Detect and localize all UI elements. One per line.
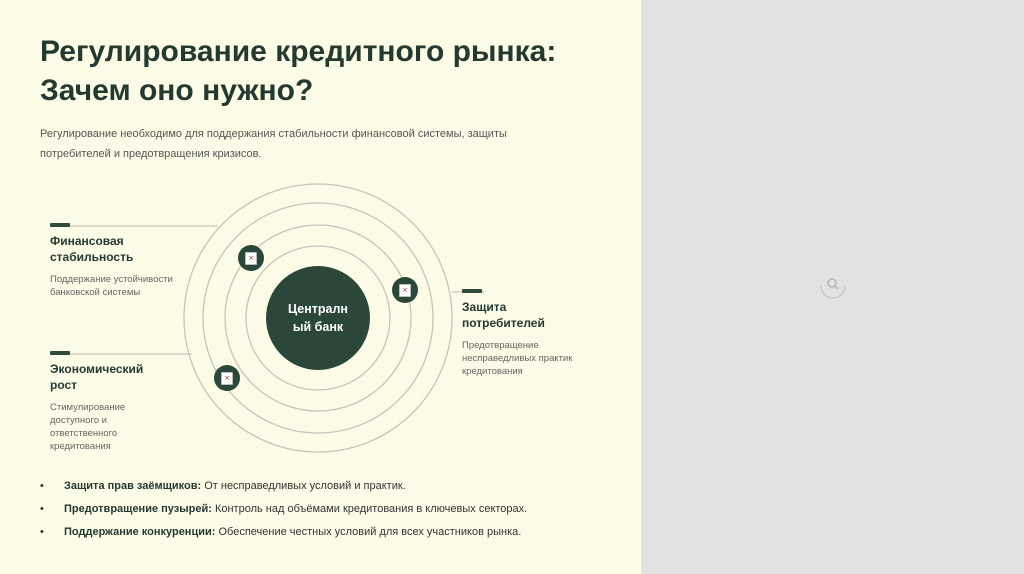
list-item [40, 501, 600, 517]
central-bank-label [268, 300, 368, 336]
label-title-line-1: Экономический [50, 362, 144, 376]
label-title-line-1: Защита [462, 300, 507, 314]
bullet-heading: Защита прав заёмщиков: [64, 480, 202, 492]
title-line-2: Зачем оно нужно? [40, 74, 314, 107]
title-line-1: Регулирование кредитного рынка: [40, 35, 557, 68]
slide-subtitle: Регулирование необходимо для поддержания стабильности финансовой системы, защиты потребителей и предотвращения кризисов. [40, 128, 507, 160]
central-bank-label-line-2: ый банк [292, 320, 344, 334]
label-accent-bar [462, 289, 482, 293]
label-economic-growth [50, 351, 145, 453]
list-item [40, 478, 600, 494]
label-title-line-2: потребителей [462, 316, 545, 330]
broken-image-icon: × [221, 372, 233, 385]
label-description: Предотвращение несправедливых практик кредитования [462, 340, 573, 377]
node-financial-stability [238, 245, 264, 271]
bullet-heading: Поддержание конкуренции: [64, 526, 216, 538]
bullet-list [40, 478, 600, 547]
bullet-text: Обеспечение честных условий для всех участников рынка. [215, 526, 522, 538]
label-accent-bar [50, 223, 70, 227]
broken-image-icon: × [399, 284, 411, 297]
label-title-line-2: рост [50, 378, 78, 392]
label-consumer-protection [462, 289, 587, 378]
bullet-text: Контроль над объёмами кредитования в ключевых секторах. [211, 503, 528, 515]
label-title [50, 233, 175, 265]
label-title [50, 361, 145, 393]
label-title-line-1: Финансовая [50, 234, 124, 248]
label-financial-stability [50, 223, 175, 299]
label-title-line-2: стабильность [50, 250, 134, 264]
label-description: Поддержание устойчивости банковской системы [50, 274, 173, 298]
bullet-marker: • [40, 526, 44, 538]
bullet-heading: Предотвращение пузырей: [64, 503, 212, 515]
label-title [462, 299, 587, 331]
broken-image-icon: × [245, 252, 257, 265]
label-description: Стимулирование доступного и ответственного кредитования [50, 402, 126, 452]
node-consumer-protection [392, 277, 418, 303]
bullet-marker: • [40, 503, 44, 515]
central-bank-label-line-1: Централн [288, 302, 348, 316]
bullet-text: От несправедливых условий и практик. [201, 480, 406, 492]
node-economic-growth [214, 365, 240, 391]
list-item [40, 524, 600, 540]
label-accent-bar [50, 351, 70, 355]
search-icon[interactable] [819, 272, 847, 300]
bullet-marker: • [40, 480, 44, 492]
